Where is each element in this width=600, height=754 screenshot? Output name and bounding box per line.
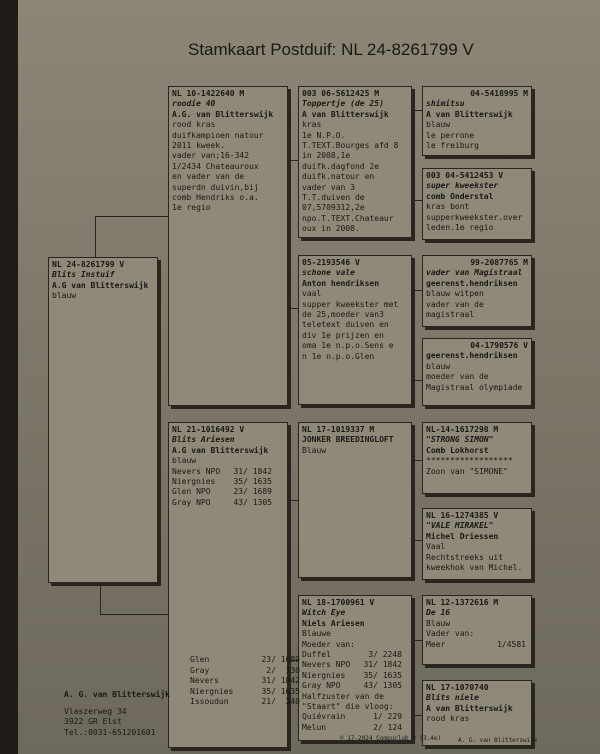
connector-line (412, 200, 422, 201)
owner: Niels Ariesen (302, 618, 365, 628)
race-result: 23/ 1689 (233, 487, 272, 497)
pigeon-name: "VALE MIRAKEL" (426, 521, 494, 531)
race-result: 2/ 124 (373, 722, 402, 732)
card-line: 07,5709312,2e (302, 203, 365, 213)
owner: Comb Lokhorst (426, 445, 489, 455)
card-line: leden.1e regio (426, 223, 494, 233)
connector-line (412, 110, 422, 111)
card-line: vader van 3 (302, 182, 355, 192)
card-line: npo.T.TEXT.Chateaur (302, 213, 394, 223)
connector-line (100, 584, 101, 614)
card-line: moeder van de (426, 372, 489, 382)
pigeon-card-sdd (422, 338, 532, 406)
owner: JONKER BREEDINGLOFT (302, 435, 394, 445)
card-line: in 2008,1e (302, 151, 351, 161)
connector-line (288, 160, 298, 161)
card-line: vader van;16-342 (172, 151, 250, 161)
breeder-phone: Tel.:0031-651201601 (64, 727, 156, 737)
race-result: 43/ 1305 (233, 497, 272, 507)
card-line: supperkweekster.over (426, 212, 523, 222)
pigeon-name: shimitsu (426, 99, 465, 109)
footer-breeder: A. G. van Blitterswijk (458, 737, 538, 744)
result-row (426, 640, 526, 650)
race-result: 21/ 340 (261, 697, 300, 706)
result-row (302, 723, 402, 733)
ring-number: 05-2193546 V (302, 258, 360, 267)
ring-number: NL 24-8261799 V (52, 260, 125, 269)
pigeon-card-sire-sire (298, 86, 412, 238)
pedigree-sheet (18, 0, 600, 754)
owner: comb Onderstal (426, 191, 494, 201)
pigeon-name: roodie 40 (172, 99, 216, 109)
card-line: 1e N.P.O. (302, 130, 346, 140)
owner: Anton hendriksen (302, 278, 380, 288)
card-line: le perrone (426, 130, 475, 140)
pigeon-name: "STRONG SIMON" (426, 435, 494, 445)
result-row (172, 477, 272, 487)
pigeon-name: vader van Magistraal (426, 268, 523, 278)
result-row (190, 697, 300, 708)
card-line: kweekhok van Michel. (426, 563, 523, 573)
card-line: en vader van de (172, 172, 245, 182)
ring-number: 04-5418995 M (470, 89, 528, 98)
race-result: 2/ 130 (266, 665, 300, 675)
card-line: div 1e prijzen en (302, 330, 384, 340)
card-line: Blauw (302, 445, 327, 455)
card-line: kras bont (426, 202, 470, 212)
race-name: Issoudun (190, 697, 229, 706)
card-line: Vader van: (426, 629, 475, 639)
ring-number: 003 04-5412453 V (426, 171, 504, 180)
race-name: Meer (426, 639, 446, 649)
result-row (172, 498, 272, 508)
race-result: 35/ 1635 (261, 686, 300, 696)
pigeon-name: super kweekster (426, 181, 499, 191)
card-line: vaal (302, 289, 322, 299)
owner: geerenst.hendriksen (426, 278, 518, 288)
card-line: magistraal (426, 310, 475, 320)
connector-line (412, 540, 422, 541)
software-footer: © 17-2024 Compuclub ® (3.4e) (340, 735, 442, 742)
owner: geerenst.hendriksen (426, 351, 518, 361)
pigeon-name: Blits Ariesen (172, 435, 235, 445)
card-line: rood kras (172, 120, 216, 130)
pigeon-name: Blits niele (426, 693, 479, 703)
race-result: 31/ 1842 (233, 466, 272, 476)
pigeon-card-dam-dam (298, 595, 412, 741)
card-line: teletext duiven en (302, 320, 389, 330)
card-line: n 1e n.p.o.Glen (302, 351, 375, 361)
card-line: kras (302, 120, 322, 130)
result-row (302, 681, 402, 691)
owner: A van Blitterswijk (302, 109, 389, 119)
race-name: Quiévrain (302, 712, 346, 722)
ring-number: NL 10-1422640 M (172, 89, 245, 98)
race-name: Nevers NPO (172, 466, 221, 476)
race-result: 23/ 1689 (261, 655, 300, 664)
card-line: Rechtstreeks uit (426, 552, 504, 562)
card-line: Magistraal olympiade (426, 382, 523, 392)
pigeon-card-dss (422, 422, 532, 494)
card-line: duifk.natour en (302, 172, 375, 182)
pigeon-name: Toppertje (de 25) (302, 99, 384, 109)
result-row (190, 655, 300, 666)
pigeon-card-sire-dam (298, 255, 412, 405)
result-row (190, 666, 300, 677)
race-name: Gray NPO (172, 497, 211, 507)
card-line: le freiburg (426, 141, 479, 151)
pigeon-card-dds (422, 595, 532, 665)
card-line: de 25,moeder van3 (302, 310, 384, 320)
pigeon-card-sss (422, 86, 532, 156)
connector-line (412, 460, 422, 461)
card-line: Moeder van: (302, 639, 355, 649)
pigeon-card-ssd (422, 168, 532, 240)
page-title: Stamkaart Postduif: NL 24-8261799 V (188, 40, 474, 59)
race-name: Nevers (190, 676, 219, 685)
pigeon-card-dsd (422, 508, 532, 580)
connector-line (95, 216, 96, 260)
card-line: Halfzuster van de (302, 691, 384, 701)
race-result: 35/ 1635 (363, 670, 402, 680)
card-line: T.T.duiven de (302, 193, 365, 203)
ring-number: NL 17-1070740 (426, 683, 489, 692)
owner: A.G. van Blitterswijk (172, 109, 274, 119)
race-name: Duffel (302, 650, 331, 660)
result-row (172, 487, 272, 497)
connector-line (412, 290, 422, 291)
race-result: 43/ 1305 (363, 681, 402, 691)
owner: A van Blitterswijk (426, 109, 513, 119)
card-line: ****************** (426, 456, 513, 466)
card-line: superdn duivin,bij (172, 182, 259, 192)
ring-number: NL 18-1700961 V (302, 598, 375, 607)
ring-number: NL 21-1016492 V (172, 425, 245, 434)
pigeon-name: Blits Instuif (52, 270, 115, 280)
dd-results (302, 650, 402, 692)
card-line: Blauwe (302, 629, 331, 639)
main-results (190, 655, 300, 708)
owner: A.G van Blitterswijk (172, 445, 269, 455)
race-result: 3/ 2248 (368, 650, 402, 660)
card-line: duifk.dagfond 2e (302, 161, 380, 171)
card-line: blauw (52, 291, 77, 301)
connector-line (95, 216, 168, 217)
result-row (302, 712, 402, 722)
result-row (172, 467, 272, 477)
card-line: rood kras (426, 714, 470, 724)
race-result: 35/ 1635 (233, 477, 272, 487)
ring-number: 003 06-5612425 M (302, 89, 380, 98)
connector-line (288, 500, 298, 501)
pigeon-card-sds (422, 255, 532, 327)
ring-number: NL-14-1617298 M (426, 425, 499, 434)
race-name: Glen NPO (172, 487, 211, 497)
result-row (190, 687, 300, 698)
card-line: Blauw (426, 618, 451, 628)
owner: A van Blitterswijk (426, 703, 513, 713)
pigeon-card-sire (168, 86, 288, 406)
card-line: "Staart" die vloog: (302, 702, 394, 712)
card-line: blauw (426, 361, 451, 371)
result-row (302, 671, 402, 681)
race-name: Niergnies (190, 686, 234, 696)
race-result: 1/ 229 (373, 712, 402, 722)
card-line: vader van de (426, 299, 484, 309)
connector-line (412, 640, 422, 641)
ring-number: 99-2087765 M (470, 258, 528, 267)
ring-number: NL 12-1372616 M (426, 598, 499, 607)
card-line: duifkampioen natour (172, 130, 264, 140)
race-name: Nevers NPO (302, 660, 351, 670)
card-line: oma 1e n.p.o.Sens e (302, 341, 394, 351)
pigeon-name: Witch Eye (302, 608, 346, 618)
connector-line (288, 308, 298, 309)
pigeon-name: De 16 (426, 608, 451, 618)
card-line: blauw (172, 456, 197, 466)
breeder-name: A. G. van Blitterswijk (64, 690, 170, 699)
owner: A.G van Blitterswijk (52, 280, 149, 290)
race-result: 31/ 1842 (261, 676, 300, 685)
card-line: supper kweekster met (302, 299, 399, 309)
dd-tail-results (302, 712, 402, 733)
race-name: Gray NPO (302, 681, 341, 691)
owner: Michel Driessen (426, 531, 499, 541)
race-name: Niergnies (302, 670, 346, 680)
pigeon-name: schone vale (302, 268, 355, 278)
dam-results (172, 467, 272, 509)
card-line: Vaal (426, 542, 446, 552)
connector-line (100, 614, 170, 615)
card-line: 1/2434 Chateauroux (172, 161, 259, 171)
breeder-address: Vlaszerweg 34 (64, 706, 127, 716)
pigeon-card-main (48, 257, 158, 583)
connector-line (412, 715, 422, 716)
pigeon-card-dam-sire (298, 422, 412, 578)
card-line: T.TEXT.Bourges afd 8 (302, 141, 399, 151)
connector-line (412, 380, 422, 381)
ring-number: NL 17-1019337 M (302, 425, 375, 434)
card-line: oux in 2008. (302, 224, 360, 234)
race-result: 31/ 1842 (363, 660, 402, 670)
race-name: Niergnies (172, 477, 216, 487)
result-row (302, 650, 402, 660)
card-line: comb Hendriks o.a. (172, 193, 259, 203)
result-row (302, 660, 402, 670)
card-line: Zoon van "SIMONE" (426, 466, 508, 476)
race-name: Gray (190, 665, 210, 675)
race-name: Melun (302, 722, 327, 732)
card-line: blauw (426, 120, 451, 130)
card-line: 1e regio (172, 203, 211, 213)
race-result: 1/4581 (497, 639, 526, 649)
card-line: 2011 kweek. (172, 141, 225, 151)
result-row (190, 676, 300, 687)
breeder-info (64, 690, 170, 738)
ring-number: 04-1790576 V (470, 341, 528, 350)
ring-number: NL 16-1274385 V (426, 511, 499, 520)
race-name: Glen (190, 655, 210, 664)
breeder-city: 3922 GR Elst (64, 717, 122, 726)
card-line: blauw witpen (426, 289, 484, 299)
